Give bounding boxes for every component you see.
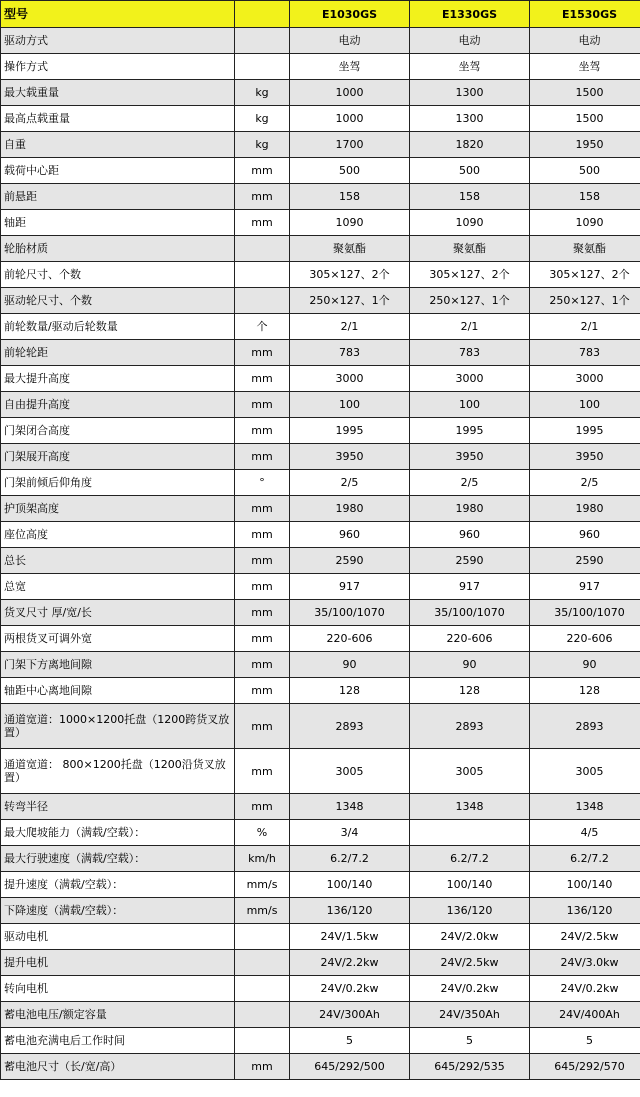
spec-unit — [235, 950, 290, 976]
spec-row — [1, 898, 640, 924]
spec-value: 917 — [290, 574, 410, 600]
spec-unit: mm — [235, 652, 290, 678]
spec-row — [1, 548, 640, 574]
spec-unit: mm — [235, 548, 290, 574]
spec-value: 136/120 — [530, 898, 640, 924]
spec-value: 960 — [410, 522, 530, 548]
spec-row — [1, 340, 640, 366]
spec-value: 917 — [410, 574, 530, 600]
spec-unit: mm — [235, 444, 290, 470]
spec-value: 305×127、2个 — [530, 262, 640, 288]
spec-row — [1, 574, 640, 600]
spec-value: 4/5 — [530, 820, 640, 846]
spec-value: 305×127、2个 — [290, 262, 410, 288]
spec-unit — [235, 924, 290, 950]
spec-value: 3000 — [530, 366, 640, 392]
spec-value: 1980 — [410, 496, 530, 522]
spec-unit: % — [235, 820, 290, 846]
spec-value: 2/1 — [290, 314, 410, 340]
spec-value: 250×127、1个 — [290, 288, 410, 314]
spec-name: 最高点载重量 — [1, 106, 235, 132]
spec-value: 6.2/7.2 — [530, 846, 640, 872]
spec-unit: km/h — [235, 846, 290, 872]
spec-value: 2893 — [290, 704, 410, 749]
spec-name: 前轮轮距 — [1, 340, 235, 366]
spec-unit: mm — [235, 626, 290, 652]
spec-unit: mm — [235, 600, 290, 626]
spec-value: 645/292/535 — [410, 1054, 530, 1080]
spec-name: 驱动电机 — [1, 924, 235, 950]
spec-value: 5 — [530, 1028, 640, 1054]
spec-value: 917 — [530, 574, 640, 600]
spec-value: 250×127、1个 — [410, 288, 530, 314]
spec-value: 100 — [290, 392, 410, 418]
spec-row — [1, 262, 640, 288]
spec-value: 500 — [290, 158, 410, 184]
spec-value: 2/1 — [410, 314, 530, 340]
spec-value: 645/292/500 — [290, 1054, 410, 1080]
spec-value: 645/292/570 — [530, 1054, 640, 1080]
spec-value: 305×127、2个 — [410, 262, 530, 288]
spec-name: 最大行驶速度（满载/空载）： — [1, 846, 235, 872]
model-header: E1030GS — [290, 1, 410, 28]
spec-value: 783 — [290, 340, 410, 366]
spec-value: 24V/0.2kw — [410, 976, 530, 1002]
header-label: 型号 — [1, 1, 235, 28]
spec-value: 2/5 — [410, 470, 530, 496]
spec-value: 1000 — [290, 80, 410, 106]
spec-unit — [235, 1002, 290, 1028]
spec-value: 1090 — [290, 210, 410, 236]
spec-row — [1, 184, 640, 210]
spec-value: 960 — [530, 522, 640, 548]
spec-value: 5 — [290, 1028, 410, 1054]
spec-row — [1, 652, 640, 678]
spec-value: 960 — [290, 522, 410, 548]
spec-row — [1, 600, 640, 626]
spec-value: 1000 — [290, 106, 410, 132]
spec-name: 通道宽道：1000×1200托盘（1200跨货叉放置） — [1, 704, 235, 749]
spec-value: 2590 — [410, 548, 530, 574]
spec-unit: mm — [235, 574, 290, 600]
spec-value: 500 — [410, 158, 530, 184]
spec-row — [1, 54, 640, 80]
spec-name: 转向电机 — [1, 976, 235, 1002]
spec-value: 2/5 — [530, 470, 640, 496]
spec-unit: mm — [235, 340, 290, 366]
spec-value: 24V/300Ah — [290, 1002, 410, 1028]
spec-value: 24V/2.5kw — [530, 924, 640, 950]
spec-row — [1, 872, 640, 898]
spec-value: 1300 — [410, 80, 530, 106]
spec-row — [1, 392, 640, 418]
spec-unit: kg — [235, 80, 290, 106]
spec-row — [1, 522, 640, 548]
spec-value: 24V/3.0kw — [530, 950, 640, 976]
spec-value: 2590 — [530, 548, 640, 574]
spec-value: 2893 — [410, 704, 530, 749]
spec-unit: mm — [235, 522, 290, 548]
spec-value: 聚氨酯 — [290, 236, 410, 262]
spec-value: 6.2/7.2 — [410, 846, 530, 872]
spec-row — [1, 1054, 640, 1080]
spec-row — [1, 236, 640, 262]
spec-value: 128 — [290, 678, 410, 704]
spec-row — [1, 314, 640, 340]
spec-name: 载荷中心距 — [1, 158, 235, 184]
spec-value: 1980 — [290, 496, 410, 522]
spec-name: 转弯半径 — [1, 794, 235, 820]
spec-value: 2590 — [290, 548, 410, 574]
spec-name: 下降速度（满载/空载）： — [1, 898, 235, 924]
spec-value: 158 — [290, 184, 410, 210]
spec-row — [1, 678, 640, 704]
spec-name: 前悬距 — [1, 184, 235, 210]
spec-value: 3950 — [530, 444, 640, 470]
spec-value: 3/4 — [290, 820, 410, 846]
spec-name: 轴距 — [1, 210, 235, 236]
spec-value: 聚氨酯 — [410, 236, 530, 262]
spec-value: 136/120 — [410, 898, 530, 924]
spec-value: 电动 — [410, 28, 530, 54]
spec-value: 100/140 — [410, 872, 530, 898]
spec-name: 货叉尺寸 厚/宽/长 — [1, 600, 235, 626]
spec-row — [1, 132, 640, 158]
spec-value: 24V/2.0kw — [410, 924, 530, 950]
spec-value — [410, 820, 530, 846]
spec-row — [1, 158, 640, 184]
spec-name: 轴距中心离地间隙 — [1, 678, 235, 704]
spec-unit: mm — [235, 1054, 290, 1080]
spec-name: 门架闭合高度 — [1, 418, 235, 444]
spec-value: 35/100/1070 — [410, 600, 530, 626]
spec-unit: mm — [235, 184, 290, 210]
spec-value: 24V/0.2kw — [530, 976, 640, 1002]
spec-value: 100 — [530, 392, 640, 418]
spec-unit: mm/s — [235, 872, 290, 898]
spec-value: 3000 — [290, 366, 410, 392]
spec-value: 3005 — [530, 749, 640, 794]
spec-value: 电动 — [290, 28, 410, 54]
spec-unit: mm — [235, 496, 290, 522]
spec-row — [1, 444, 640, 470]
spec-value: 1500 — [530, 80, 640, 106]
spec-unit — [235, 236, 290, 262]
spec-value: 3005 — [410, 749, 530, 794]
spec-value: 3005 — [290, 749, 410, 794]
spec-value: 220-606 — [290, 626, 410, 652]
spec-row — [1, 950, 640, 976]
spec-value: 电动 — [530, 28, 640, 54]
spec-value: 158 — [530, 184, 640, 210]
spec-value: 2/1 — [530, 314, 640, 340]
spec-value: 3950 — [410, 444, 530, 470]
spec-value: 1950 — [530, 132, 640, 158]
spec-name: 最大载重量 — [1, 80, 235, 106]
spec-row — [1, 470, 640, 496]
spec-value: 220-606 — [530, 626, 640, 652]
spec-name: 座位高度 — [1, 522, 235, 548]
spec-value: 35/100/1070 — [290, 600, 410, 626]
spec-value: 1348 — [530, 794, 640, 820]
spec-row — [1, 418, 640, 444]
spec-value: 783 — [530, 340, 640, 366]
spec-row — [1, 496, 640, 522]
spec-value: 1995 — [290, 418, 410, 444]
spec-row — [1, 80, 640, 106]
spec-unit — [235, 288, 290, 314]
spec-value: 1700 — [290, 132, 410, 158]
model-header: E1530GS — [530, 1, 640, 28]
spec-value: 128 — [530, 678, 640, 704]
spec-name: 自由提升高度 — [1, 392, 235, 418]
spec-unit: mm — [235, 794, 290, 820]
spec-name: 驱动轮尺寸、个数 — [1, 288, 235, 314]
spec-name: 前轮尺寸、个数 — [1, 262, 235, 288]
spec-name: 蓄电池充满电后工作时间 — [1, 1028, 235, 1054]
spec-value: 783 — [410, 340, 530, 366]
spec-unit — [235, 28, 290, 54]
spec-value: 3950 — [290, 444, 410, 470]
spec-value: 聚氨酯 — [530, 236, 640, 262]
spec-value: 500 — [530, 158, 640, 184]
spec-unit: mm — [235, 392, 290, 418]
spec-name: 驱动方式 — [1, 28, 235, 54]
spec-unit — [235, 976, 290, 1002]
spec-value: 坐驾 — [410, 54, 530, 80]
spec-value: 100/140 — [290, 872, 410, 898]
spec-row — [1, 106, 640, 132]
spec-value: 6.2/7.2 — [290, 846, 410, 872]
spec-unit: 个 — [235, 314, 290, 340]
spec-unit — [235, 262, 290, 288]
spec-unit: ° — [235, 470, 290, 496]
spec-unit: kg — [235, 106, 290, 132]
spec-value: 5 — [410, 1028, 530, 1054]
spec-value: 158 — [410, 184, 530, 210]
spec-value: 90 — [530, 652, 640, 678]
spec-value: 90 — [290, 652, 410, 678]
spec-value: 1500 — [530, 106, 640, 132]
spec-name: 总宽 — [1, 574, 235, 600]
spec-row — [1, 820, 640, 846]
spec-value: 100 — [410, 392, 530, 418]
spec-value: 128 — [410, 678, 530, 704]
spec-name: 门架前倾后仰角度 — [1, 470, 235, 496]
spec-value: 1090 — [410, 210, 530, 236]
spec-value: 24V/1.5kw — [290, 924, 410, 950]
spec-unit: mm — [235, 678, 290, 704]
spec-unit — [235, 1028, 290, 1054]
spec-value: 1980 — [530, 496, 640, 522]
spec-value: 1820 — [410, 132, 530, 158]
spec-row — [1, 288, 640, 314]
spec-name: 两根货叉可调外宽 — [1, 626, 235, 652]
header-row — [1, 1, 640, 28]
spec-name: 提升电机 — [1, 950, 235, 976]
spec-row — [1, 626, 640, 652]
spec-unit: kg — [235, 132, 290, 158]
spec-name: 通道宽道： 800×1200托盘（1200沿货叉放置） — [1, 749, 235, 794]
spec-unit — [235, 54, 290, 80]
spec-unit: mm — [235, 366, 290, 392]
spec-value: 1090 — [530, 210, 640, 236]
spec-unit: mm — [235, 418, 290, 444]
spec-name: 自重 — [1, 132, 235, 158]
spec-name: 蓄电池电压/额定容量 — [1, 1002, 235, 1028]
spec-value: 坐驾 — [290, 54, 410, 80]
spec-name: 蓄电池尺寸（长/宽/高） — [1, 1054, 235, 1080]
spec-row — [1, 366, 640, 392]
spec-name: 操作方式 — [1, 54, 235, 80]
spec-value: 220-606 — [410, 626, 530, 652]
spec-value: 24V/350Ah — [410, 1002, 530, 1028]
spec-value: 2/5 — [290, 470, 410, 496]
spec-name: 最大提升高度 — [1, 366, 235, 392]
spec-value: 1300 — [410, 106, 530, 132]
spec-name: 前轮数量/驱动后轮数量 — [1, 314, 235, 340]
spec-value: 1348 — [290, 794, 410, 820]
spec-name: 总长 — [1, 548, 235, 574]
spec-row — [1, 28, 640, 54]
spec-row — [1, 749, 640, 794]
spec-value: 136/120 — [290, 898, 410, 924]
spec-row — [1, 794, 640, 820]
spec-row — [1, 976, 640, 1002]
spec-name: 护顶架高度 — [1, 496, 235, 522]
model-header: E1330GS — [410, 1, 530, 28]
spec-value: 100/140 — [530, 872, 640, 898]
spec-row — [1, 1028, 640, 1054]
spec-name: 门架展开高度 — [1, 444, 235, 470]
spec-value: 24V/0.2kw — [290, 976, 410, 1002]
spec-unit: mm — [235, 158, 290, 184]
spec-unit: mm — [235, 210, 290, 236]
spec-row — [1, 924, 640, 950]
spec-unit: mm/s — [235, 898, 290, 924]
spec-name: 提升速度（满载/空载）： — [1, 872, 235, 898]
spec-value: 24V/2.2kw — [290, 950, 410, 976]
spec-name: 最大爬坡能力（满载/空载）： — [1, 820, 235, 846]
spec-unit: mm — [235, 749, 290, 794]
spec-row — [1, 210, 640, 236]
spec-table-body — [1, 1, 640, 1080]
spec-name: 门架下方离地间隙 — [1, 652, 235, 678]
spec-value: 35/100/1070 — [530, 600, 640, 626]
spec-value: 250×127、1个 — [530, 288, 640, 314]
spec-value: 1348 — [410, 794, 530, 820]
spec-value: 2893 — [530, 704, 640, 749]
spec-row — [1, 704, 640, 749]
spec-name: 轮胎材质 — [1, 236, 235, 262]
spec-value: 坐驾 — [530, 54, 640, 80]
spec-row — [1, 846, 640, 872]
spec-value: 24V/2.5kw — [410, 950, 530, 976]
header-unit — [235, 1, 290, 28]
spec-value: 90 — [410, 652, 530, 678]
spec-value: 24V/400Ah — [530, 1002, 640, 1028]
spec-value: 1995 — [530, 418, 640, 444]
spec-row — [1, 1002, 640, 1028]
spec-value: 3000 — [410, 366, 530, 392]
spec-value: 1995 — [410, 418, 530, 444]
spec-unit: mm — [235, 704, 290, 749]
